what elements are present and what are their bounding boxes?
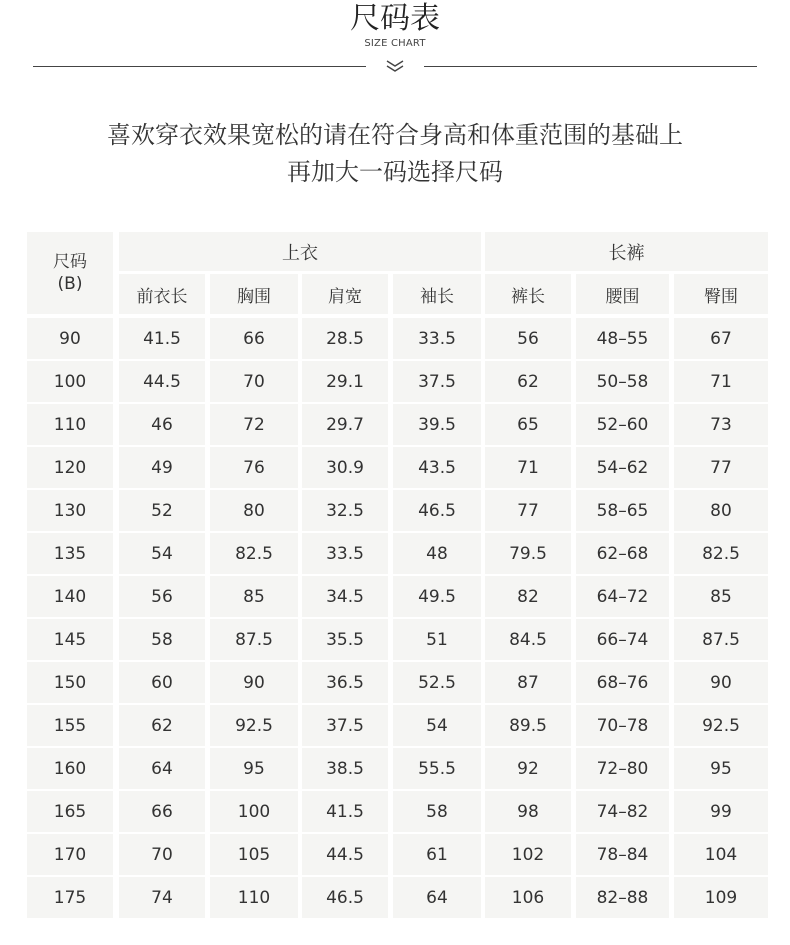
table-cell: 48 [393, 533, 481, 574]
table-cell: 84.5 [485, 619, 571, 660]
table-cell: 109 [674, 877, 768, 918]
page-title: 尺码表 [350, 1, 440, 36]
table-cell: 50–58 [576, 361, 669, 402]
size-cell: 165 [27, 791, 113, 832]
table-cell: 29.1 [302, 361, 388, 402]
fit-note-line-2: 再加大一码选择尺码 [287, 158, 503, 186]
table-cell: 46.5 [393, 490, 481, 531]
table-cell: 64 [119, 748, 205, 789]
table-cell: 70–78 [576, 705, 669, 746]
size-header-cell [27, 232, 113, 314]
table-cell: 82–88 [576, 877, 669, 918]
size-cell: 175 [27, 877, 113, 918]
column-header: 臀围 [674, 274, 768, 314]
table-cell: 44.5 [302, 834, 388, 875]
table-cell: 33.5 [302, 533, 388, 574]
table-cell: 28.5 [302, 318, 388, 359]
table-cell: 90 [674, 662, 768, 703]
column-header: 裤长 [485, 274, 571, 314]
table-cell: 52.5 [393, 662, 481, 703]
size-cell: 120 [27, 447, 113, 488]
table-cell: 82.5 [210, 533, 298, 574]
table-cell: 74 [119, 877, 205, 918]
table-cell: 99 [674, 791, 768, 832]
table-cell: 29.7 [302, 404, 388, 445]
table-cell: 82 [485, 576, 571, 617]
table-cell: 37.5 [393, 361, 481, 402]
table-cell: 49 [119, 447, 205, 488]
table-cell: 70 [119, 834, 205, 875]
table-cell: 65 [485, 404, 571, 445]
table-cell: 102 [485, 834, 571, 875]
table-cell: 41.5 [302, 791, 388, 832]
size-cell: 170 [27, 834, 113, 875]
table-cell: 66 [119, 791, 205, 832]
table-cell: 49.5 [393, 576, 481, 617]
table-cell: 62–68 [576, 533, 669, 574]
size-cell: 150 [27, 662, 113, 703]
table-cell: 39.5 [393, 404, 481, 445]
table-cell: 62 [485, 361, 571, 402]
table-cell: 55.5 [393, 748, 481, 789]
table-cell: 87 [485, 662, 571, 703]
table-cell: 71 [485, 447, 571, 488]
table-cell: 85 [674, 576, 768, 617]
table-cell: 64 [393, 877, 481, 918]
table-cell: 71 [674, 361, 768, 402]
table-cell: 43.5 [393, 447, 481, 488]
size-cell: 140 [27, 576, 113, 617]
table-cell: 66–74 [576, 619, 669, 660]
size-cell: 90 [27, 318, 113, 359]
table-cell: 58 [119, 619, 205, 660]
table-cell: 30.9 [302, 447, 388, 488]
table-cell: 54–62 [576, 447, 669, 488]
table-cell: 77 [485, 490, 571, 531]
column-header: 胸围 [210, 274, 298, 314]
table-cell: 38.5 [302, 748, 388, 789]
size-cell: 145 [27, 619, 113, 660]
table-cell: 100 [210, 791, 298, 832]
group-header-top: 上衣 [119, 232, 481, 271]
table-cell: 44.5 [119, 361, 205, 402]
table-cell: 87.5 [210, 619, 298, 660]
table-cell: 87.5 [674, 619, 768, 660]
table-cell: 76 [210, 447, 298, 488]
table-cell: 58 [393, 791, 481, 832]
table-cell: 52 [119, 490, 205, 531]
table-cell: 46.5 [302, 877, 388, 918]
table-cell: 73 [674, 404, 768, 445]
column-header: 肩宽 [302, 274, 388, 314]
table-cell: 33.5 [393, 318, 481, 359]
table-cell: 60 [119, 662, 205, 703]
table-cell: 104 [674, 834, 768, 875]
table-cell: 36.5 [302, 662, 388, 703]
table-cell: 32.5 [302, 490, 388, 531]
table-cell: 90 [210, 662, 298, 703]
size-cell: 155 [27, 705, 113, 746]
table-cell: 110 [210, 877, 298, 918]
table-cell: 54 [119, 533, 205, 574]
group-header-pants: 长裤 [485, 232, 768, 271]
table-cell: 68–76 [576, 662, 669, 703]
table-cell: 95 [210, 748, 298, 789]
table-cell: 85 [210, 576, 298, 617]
table-cell: 41.5 [119, 318, 205, 359]
table-cell: 80 [674, 490, 768, 531]
size-cell: 100 [27, 361, 113, 402]
table-cell: 95 [674, 748, 768, 789]
table-cell: 46 [119, 404, 205, 445]
size-cell: 130 [27, 490, 113, 531]
table-cell: 66 [210, 318, 298, 359]
column-header: 袖长 [393, 274, 481, 314]
table-cell: 37.5 [302, 705, 388, 746]
double-chevron-down-icon [383, 58, 407, 74]
page-subtitle: SIZE CHART [364, 38, 426, 49]
table-cell: 92.5 [674, 705, 768, 746]
table-cell: 51 [393, 619, 481, 660]
table-cell: 74–82 [576, 791, 669, 832]
fit-note-line-1: 喜欢穿衣效果宽松的请在符合身高和体重范围的基础上 [107, 121, 683, 149]
table-cell: 54 [393, 705, 481, 746]
table-cell: 98 [485, 791, 571, 832]
table-cell: 105 [210, 834, 298, 875]
table-cell: 61 [393, 834, 481, 875]
table-cell: 52–60 [576, 404, 669, 445]
table-cell: 56 [485, 318, 571, 359]
table-cell: 72 [210, 404, 298, 445]
table-cell: 62 [119, 705, 205, 746]
size-unit: (B) [57, 274, 83, 294]
table-cell: 70 [210, 361, 298, 402]
table-cell: 80 [210, 490, 298, 531]
table-cell: 56 [119, 576, 205, 617]
table-cell: 78–84 [576, 834, 669, 875]
size-label: 尺码 [53, 252, 87, 272]
table-cell: 106 [485, 877, 571, 918]
column-header: 前衣长 [119, 274, 205, 314]
table-cell: 34.5 [302, 576, 388, 617]
table-cell: 77 [674, 447, 768, 488]
table-cell: 89.5 [485, 705, 571, 746]
table-cell: 92 [485, 748, 571, 789]
table-cell: 35.5 [302, 619, 388, 660]
table-cell: 48–55 [576, 318, 669, 359]
table-cell: 67 [674, 318, 768, 359]
divider-right [424, 66, 757, 67]
column-header: 腰围 [576, 274, 669, 314]
table-cell: 58–65 [576, 490, 669, 531]
table-cell: 92.5 [210, 705, 298, 746]
divider-left [33, 66, 366, 67]
table-cell: 79.5 [485, 533, 571, 574]
table-cell: 82.5 [674, 533, 768, 574]
size-cell: 135 [27, 533, 113, 574]
size-cell: 160 [27, 748, 113, 789]
table-cell: 64–72 [576, 576, 669, 617]
size-cell: 110 [27, 404, 113, 445]
table-cell: 72–80 [576, 748, 669, 789]
